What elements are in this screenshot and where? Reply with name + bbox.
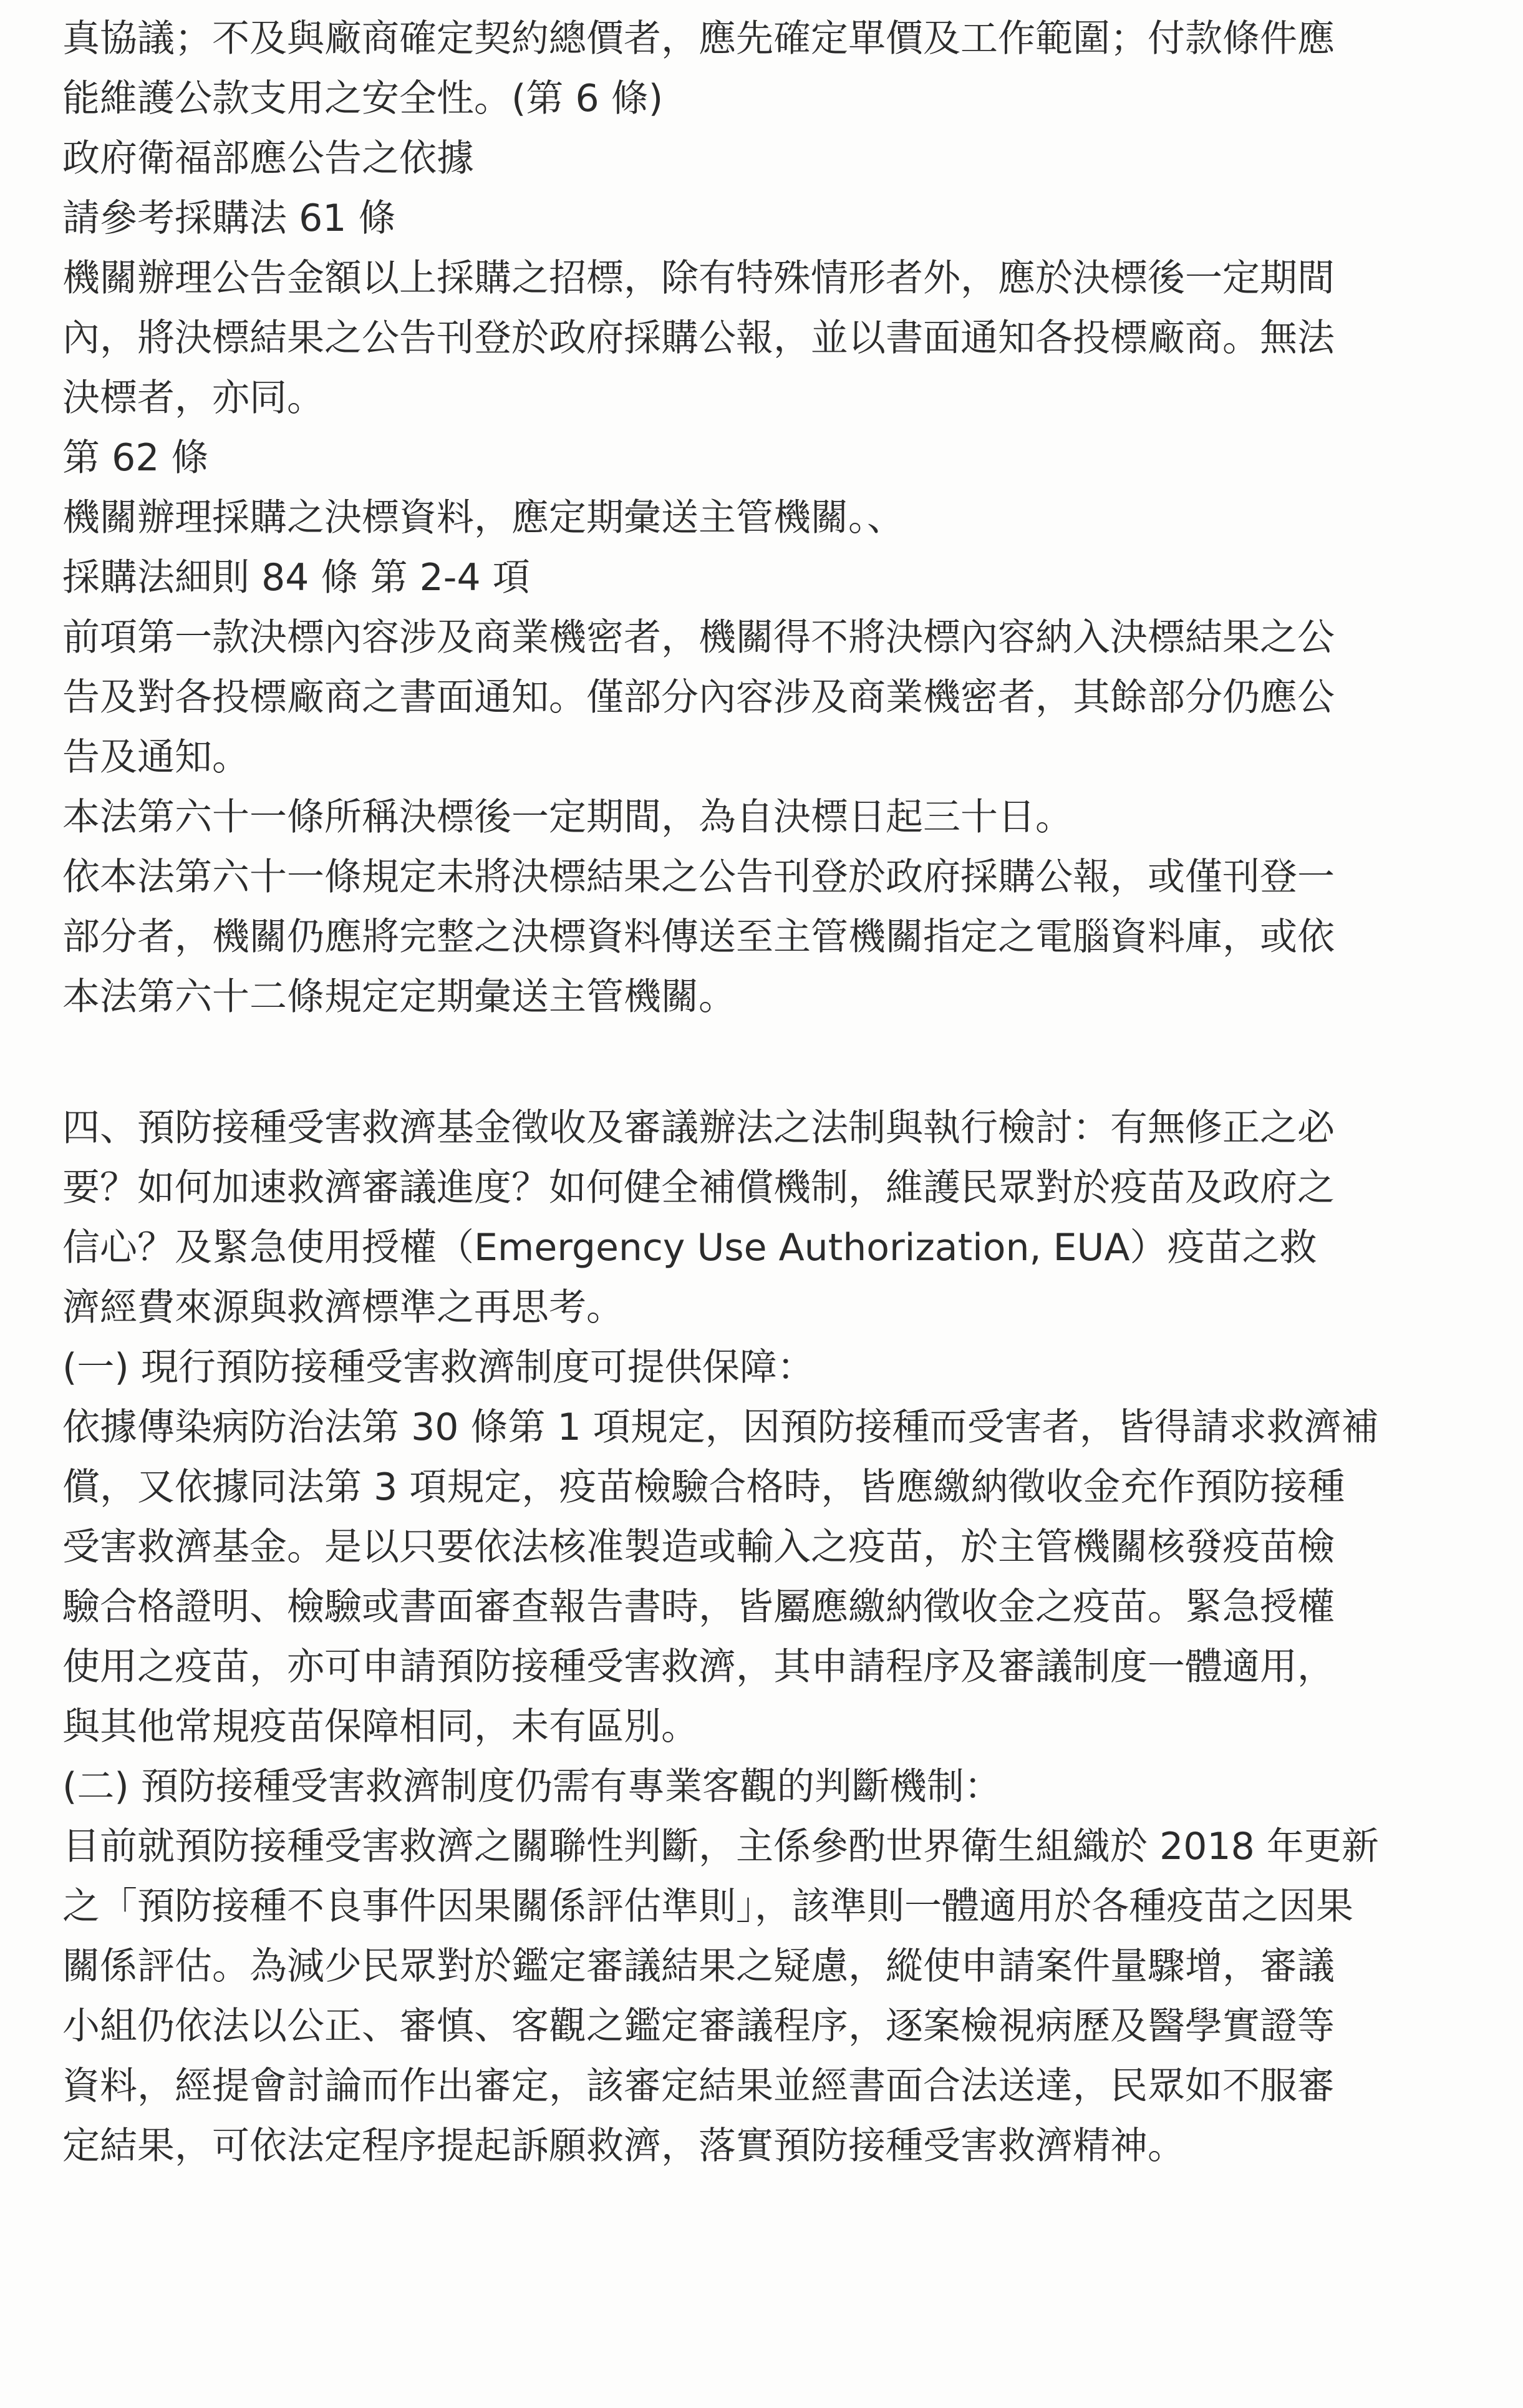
text-line: 第 62 條: [62, 436, 209, 480]
text-line: 請參考採購法 61 條: [62, 197, 396, 240]
text-line: 定結果，可依法定程序提起訴願救濟，落實預防接種受害救濟精神。: [62, 2124, 1185, 2168]
section-heading: 信心？及緊急使用授權（Emergency Use Authorization, EUA）疫苗之救: [62, 1226, 1317, 1270]
subsection-heading: (二) 預防接種受害救濟制度仍需有專業客觀的判斷機制：: [62, 1765, 1002, 1808]
text-line: 資料，經提會討論而作出審定，該審定結果並經書面合法送達，民眾如不服審: [62, 2064, 1335, 2108]
text-line: 本法第六十一條所稱決標後一定期間，為自決標日起三十日。: [62, 795, 1073, 839]
text-line: 告及對各投標廠商之書面通知。僅部分內容涉及商業機密者，其餘部分仍應公: [62, 676, 1335, 719]
text-line: 內，將決標結果之公告刊登於政府採購公報，並以書面通知各投標廠商。無法: [62, 316, 1335, 360]
section-heading: 濟經費來源與救濟標準之再思考。: [62, 1286, 624, 1329]
text-line: 本法第六十二條規定定期彙送主管機關。: [62, 975, 736, 1019]
text-line: 依本法第六十一條規定未將決標結果之公告刊登於政府採購公報，或僅刊登一: [62, 855, 1335, 899]
text-line: 政府衛福部應公告之依據: [62, 137, 474, 180]
text-line: 依據傳染病防治法第 30 條第 1 項規定，因預防接種而受害者，皆得請求救濟補: [62, 1405, 1379, 1449]
text-line: 機關辦理公告金額以上採購之招標，除有特殊情形者外，應於決標後一定期間: [62, 256, 1335, 300]
text-line: 與其他常規疫苗保障相同，未有區別。: [62, 1705, 699, 1749]
text-line: 前項第一款決標內容涉及商業機密者，機關得不將決標內容納入決標結果之公: [62, 616, 1335, 659]
text-line: 驗合格證明、檢驗或書面審查報告書時，皆屬應繳納徵收金之疫苗。緊急授權: [62, 1585, 1335, 1629]
text-line: 告及通知。: [62, 736, 249, 779]
text-line: 採購法細則 84 條 第 2-4 項: [62, 556, 530, 600]
text-line: 受害救濟基金。是以只要依法核准製造或輸入之疫苗，於主管機關核發疫苗檢: [62, 1525, 1335, 1569]
text-line: 償，又依據同法第 3 項規定，疫苗檢驗合格時，皆應繳納徵收金充作預防接種: [62, 1465, 1345, 1509]
subsection-heading: (一) 現行預防接種受害救濟制度可提供保障：: [62, 1346, 815, 1389]
text-line: 小組仍依法以公正、審慎、客觀之鑑定審議程序，逐案檢視病歷及醫學實證等: [62, 2004, 1335, 2048]
text-line: 能維護公款支用之安全性。(第 6 條): [62, 77, 664, 120]
text-line: 機關辦理採購之決標資料，應定期彙送主管機關。、: [62, 496, 904, 540]
text-line: 部分者，機關仍應將完整之決標資料傳送至主管機關指定之電腦資料庫，或依: [62, 915, 1335, 959]
text-line: 目前就預防接種受害救濟之關聯性判斷，主係參酌世界衛生組織於 2018 年更新: [62, 1825, 1379, 1868]
text-line: 決標者，亦同。: [62, 376, 324, 420]
text-line: 之「預防接種不良事件因果關係評估準則」，該準則一體適用於各種疫苗之因果: [62, 1885, 1353, 1928]
section-heading: 要？如何加速救濟審議進度？如何健全補償機制，維護民眾對於疫苗及政府之: [62, 1166, 1335, 1210]
section-heading: 四、預防接種受害救濟基金徵收及審議辦法之法制與執行檢討：有無修正之必: [62, 1106, 1335, 1150]
text-line: 使用之疫苗，亦可申請預防接種受害救濟，其申請程序及審議制度一體適用，: [62, 1645, 1335, 1689]
text-line: 關係評估。為減少民眾對於鑑定審議結果之疑慮，縱使申請案件量驟增，審議: [62, 1944, 1335, 1988]
text-line: 真協議；不及與廠商確定契約總價者，應先確定單價及工作範圍；付款條件應: [62, 17, 1335, 61]
